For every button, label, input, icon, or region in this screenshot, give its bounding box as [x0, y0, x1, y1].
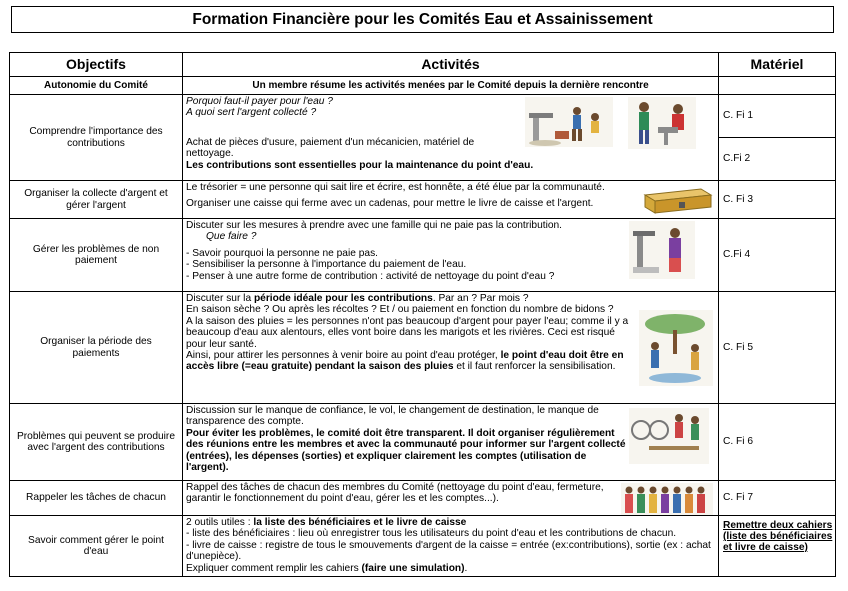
- activity-bullet: - Savoir pourquoi la personne ne paie pas.: [186, 247, 378, 259]
- objectif-cell: Organiser la collecte d'argent et gérer l'argent: [10, 181, 183, 219]
- activity-text: Le trésorier = une personne qui sait lire et écrire, est honnête, a été élue par la communauté.: [186, 182, 605, 193]
- activity-bullet: - Penser à une autre forme de contribution : activité de nettoyage du point d'eau ?: [186, 270, 555, 282]
- activity-text: Achat de pièces d'usure, paiement d'un mécanicien, matériel de nettoyage.: [186, 136, 475, 160]
- objectif-cell: Comprendre l'importance des contributions: [10, 95, 183, 181]
- activity-text: Ainsi, pour attirer les personnes à venir boire au point d'eau protéger, le point d'eau doit être en accès libre (=eau gratuite) pendant la saison des pluies et il faut renforcer la sensibilisation.: [186, 350, 624, 373]
- activity-text: A la saison des pluies = les personnes n'ont pas beaucoup d'argent pour payer l'eau; comme il y a beaucoup d'eau aux alentours, elles vont boire dans les marigots et les rivières. Ceci est risqué pour leur santé.: [186, 315, 629, 350]
- objectif-cell: Savoir comment gérer le point d'eau: [10, 516, 183, 577]
- cash-box-drawing-icon: [641, 185, 713, 215]
- table-row: [10, 516, 836, 577]
- table-row: [10, 404, 836, 481]
- materiel-cell: C. Fi 5: [719, 292, 836, 404]
- activite-cell: [183, 219, 719, 292]
- materiel-cell: C. Fi 7: [719, 481, 836, 516]
- activite-cell: [183, 95, 719, 181]
- question-line: Que faire ?: [206, 231, 257, 243]
- activity-text: Discussion sur le manque de confiance, le vol, le changement de destination, le manque de transparence des compte.: [186, 405, 599, 428]
- activite-cell: [183, 481, 719, 516]
- subheader-row: [10, 77, 836, 95]
- activity-emphasis: Pour éviter les problèmes, le comité doit être transparent. Il doit organiser régulièrement des réunions entre les membres et avec la communauté pour informer sur l'argent collecté (entrées), les dépenses (sorties) et expliquer clairement les comptes (utilisation de l'argent).: [186, 427, 626, 474]
- meeting-drawing-icon: [629, 408, 709, 464]
- rainy-season-drawing-icon: [639, 310, 713, 386]
- activity-bullet: - livre de caisse : registre de tous le smouvements d'argent de la caisse = entrée (ex:contributions), sortie (ex : achat d'unepièce).: [186, 539, 711, 563]
- header-row: [10, 53, 836, 77]
- header-materiel: Matériel: [719, 53, 836, 77]
- materiel-cell: [719, 95, 836, 181]
- materiel-cell: Remettre deux cahiers (liste des bénéficiaires et livre de caisse): [719, 516, 836, 577]
- activity-bullet: - liste des bénéficiaires : lieu où enregistrer tous les utilisateurs du point d'eau et les contributions de chacun.: [186, 528, 677, 540]
- objectif-cell: Problèmes qui peuvent se produire avec l'argent des contributions: [10, 404, 183, 481]
- subheader-objectif: Autonomie du Comité: [10, 77, 183, 95]
- objectif-cell: Gérer les problèmes de non paiement: [10, 219, 183, 292]
- training-table: [9, 52, 836, 577]
- subheader-activite: Un membre résume les activités menées par le Comité depuis la dernière rencontre: [183, 77, 719, 95]
- header-objectifs: Objectifs: [10, 53, 183, 77]
- mechanic-drawing-icon: [628, 97, 696, 149]
- materiel-ref: C.Fi 2: [719, 137, 835, 180]
- activity-text: En saison sèche ? Ou après les récoltes ? Et / ou paiement en fonction du nombre de bidons ?: [186, 304, 614, 316]
- group-drawing-icon: [621, 483, 713, 515]
- activity-bullet: - Sensibiliser la personne à l'importance du paiement de l'eau.: [186, 259, 467, 271]
- header-activites: Activités: [183, 53, 719, 77]
- activity-text: Rappel des tâches de chacun des membres du Comité (nettoyage du point d'eau, fermeture, garantir le fonctionnement du point d'eau, gérer les et les comptes...).: [186, 482, 604, 505]
- activity-text: Organiser une caisse qui ferme avec un cadenas, pour mettre le livre de caisse et l'argent.: [186, 198, 594, 210]
- activity-text: Expliquer comment remplir les cahiers (faire une simulation).: [186, 562, 468, 574]
- activity-emphasis: Les contributions sont essentielles pour la maintenance du point d'eau.: [186, 159, 534, 171]
- objectif-cell: Organiser la période des paiements: [10, 292, 183, 404]
- activite-cell: [183, 292, 719, 404]
- activity-text: 2 outils utiles : la liste des bénéficiaires et le livre de caisse: [186, 517, 467, 528]
- table-row: [10, 292, 836, 404]
- materiel-cell: C.Fi 4: [719, 219, 836, 292]
- materiel-cell: C. Fi 3: [719, 181, 836, 219]
- table-row: [10, 181, 836, 219]
- activite-cell: [183, 404, 719, 481]
- activity-text: Discuter sur la période idéale pour les contributions. Par an ? Par mois ?: [186, 293, 529, 304]
- activite-cell: [183, 181, 719, 219]
- question-line: A quoi sert l'argent collecté ?: [186, 107, 317, 119]
- materiel-cell: C. Fi 6: [719, 404, 836, 481]
- activity-text: Discuter sur les mesures à prendre avec une famille qui ne paie pas la contribution.: [186, 220, 563, 231]
- question-line: Porquoi faut-il payer pour l'eau ?: [186, 96, 333, 107]
- pump-repair-drawing-icon: [525, 97, 613, 147]
- woman-at-pump-drawing-icon: [629, 221, 695, 279]
- materiel-ref: C. Fi 1: [723, 110, 754, 122]
- subheader-materiel-empty: [719, 77, 836, 95]
- document-title: Formation Financière pour les Comités Eau et Assainissement: [11, 6, 834, 33]
- objectif-cell: Rappeler les tâches de chacun: [10, 481, 183, 516]
- table-row: [10, 219, 836, 292]
- activite-cell: [183, 516, 719, 577]
- table-row: [10, 95, 836, 181]
- table-row: [10, 481, 836, 516]
